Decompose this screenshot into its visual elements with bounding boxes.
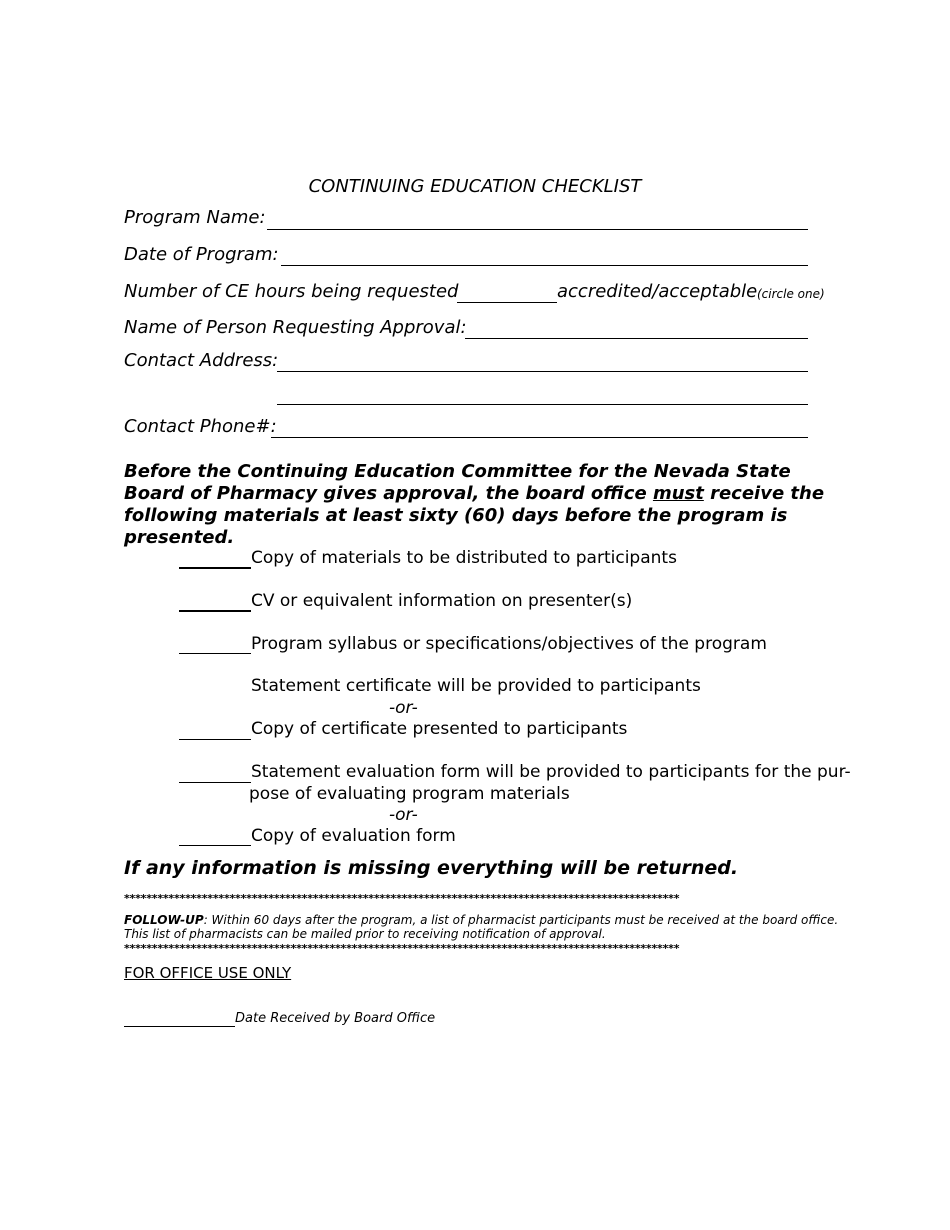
follow-up-note: FOLLOW-UP: Within 60 days after the program, a list of pharmacist participants must be received at the board office. This list of pharmacists can be mailed prior to receiving notification of approval. [124,913,839,941]
person-requesting-label: Name of Person Requesting Approval: [124,317,467,338]
checkbox-blank-certificate[interactable] [179,739,251,740]
checkbox-blank-evaluation-statement[interactable] [179,782,251,783]
or-separator-evaluation: -or- [389,805,418,825]
date-of-program-label: Date of Program: [124,244,279,265]
contact-phone-field[interactable] [271,437,808,438]
checklist-item-certificate-copy: Copy of certificate presented to participants [251,719,628,739]
date-of-program-field[interactable] [281,265,808,266]
circle-one-note: (circle one) [757,287,825,301]
program-name-label: Program Name: [124,207,266,228]
checkbox-blank-evaluation-copy[interactable] [179,845,251,846]
checkbox-blank-syllabus[interactable] [179,653,251,654]
star-divider-top: **************************************************************************************************** [124,892,680,905]
office-use-heading: FOR OFFICE USE ONLY [124,964,292,982]
ce-hours-label: Number of CE hours being requested [124,281,459,302]
contact-address-label: Contact Address: [124,350,279,371]
checklist-item-cv: CV or equivalent information on presenter(s) [251,591,633,611]
checklist-item-certificate-statement: Statement certificate will be provided to participants [251,676,701,696]
page-title: CONTINUING EDUCATION CHECKLIST [308,176,642,197]
must-emphasis: must [652,483,704,504]
or-separator-certificate: -or- [389,698,418,718]
contact-phone-label: Contact Phone#: [124,416,277,437]
missing-info-warning: If any information is missing everything will be returned. [124,857,739,879]
checklist-item-syllabus: Program syllabus or specifications/objectives of the program [251,634,767,654]
contact-address-field-line1[interactable] [277,371,808,372]
checklist-item-materials: Copy of materials to be distributed to participants [251,548,677,568]
checklist-item-evaluation-copy: Copy of evaluation form [251,826,456,846]
date-received-field[interactable] [124,1026,235,1027]
contact-address-field-line2[interactable] [277,404,808,405]
ce-hours-field[interactable] [457,302,557,303]
date-received-label: Date Received by Board Office [235,1011,436,1026]
program-name-field[interactable] [267,229,808,230]
person-requesting-field[interactable] [465,338,808,339]
accredited-acceptable-option[interactable]: accredited/acceptable [557,281,758,302]
checkbox-blank-materials[interactable] [179,567,251,569]
checklist-item-evaluation-statement-line1: Statement evaluation form will be provided to participants for the pur- [251,762,851,782]
checkbox-blank-cv[interactable] [179,610,251,612]
star-divider-bottom: **************************************************************************************************** [124,942,680,955]
approval-notice: Before the Continuing Education Committee for the Nevada State Board of Pharmacy gives approval, the board office must receive the following materials at least sixty (60) days before the program is presented. [124,461,825,548]
checklist-item-evaluation-statement-line2: pose of evaluating program materials [249,784,570,804]
follow-up-label: FOLLOW-UP [124,913,204,927]
